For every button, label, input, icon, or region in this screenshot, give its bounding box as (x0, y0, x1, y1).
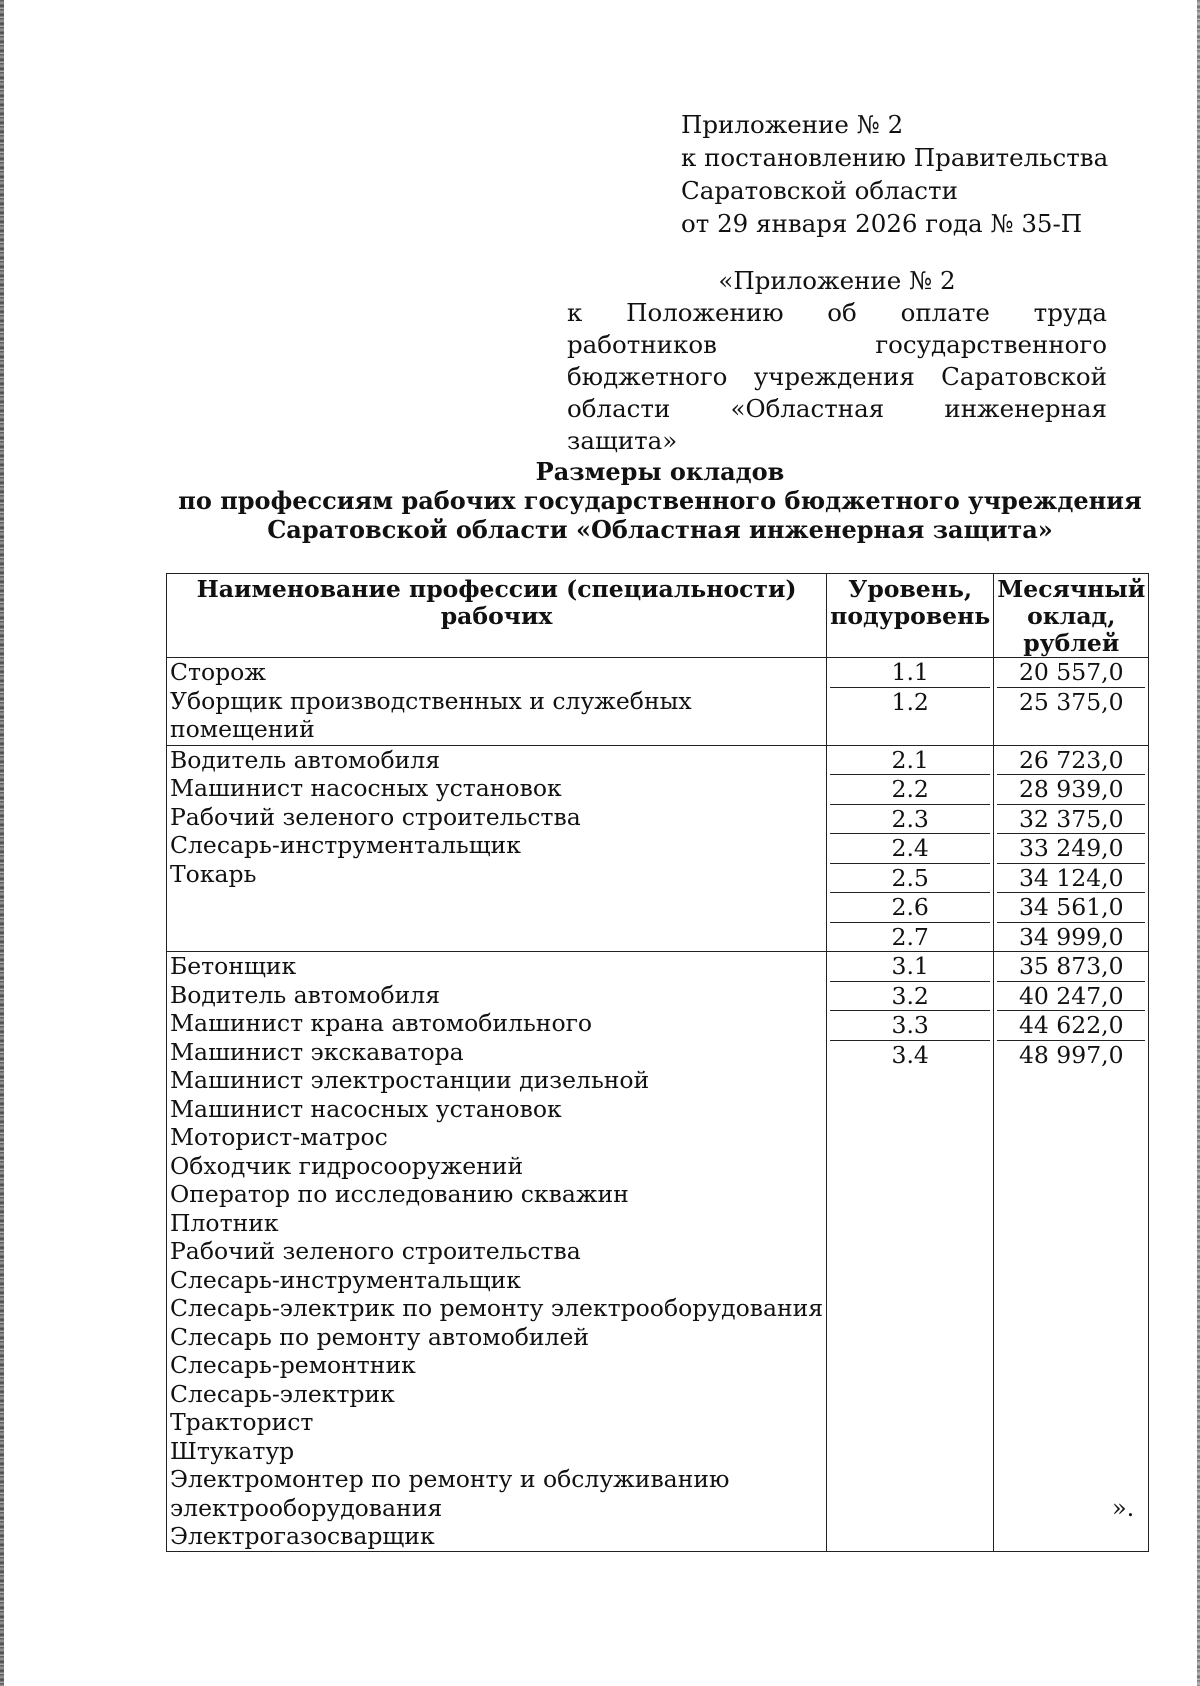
profession-name: Водитель автомобиля (170, 980, 441, 1009)
profession-name: Машинист экскаватора (170, 1037, 464, 1066)
level-value: 3.4 (891, 1040, 929, 1069)
appendix-header (681, 108, 1108, 240)
salary-value: 44 622,0 (997, 1011, 1145, 1041)
profession-name: Обходчик гидросооружений (170, 1151, 524, 1180)
level-value: 2.2 (830, 775, 990, 805)
profession-name: Тракторист (170, 1408, 314, 1436)
profession-name: Слесарь-ремонтник (170, 1351, 416, 1379)
level-list (827, 658, 994, 746)
scan-edge-left (0, 0, 4, 1686)
level-value: 2.1 (830, 746, 990, 776)
document-title-line: Саратовской области «Областная инженерная защита» (267, 515, 1053, 544)
appendix-reference-body: к Положению об оплате труда работников государственного бюджетного учреждения Саратовской области «Областная инженерная защита» (567, 298, 1107, 455)
table-row-group-1 (167, 658, 1149, 746)
document-title-line: Размеры окладов (535, 457, 785, 486)
profession-name: Слесарь-инструментальщик (170, 831, 521, 859)
level-value: 2.5 (830, 864, 990, 894)
table-header-row (167, 574, 1149, 658)
table-row-group-3 (167, 952, 1149, 1552)
salary-value: 34 124,0 (997, 864, 1145, 894)
profession-name: Бетонщик (170, 952, 297, 980)
salary-value: 25 375,0 (1018, 687, 1124, 716)
level-value: 3.2 (830, 982, 990, 1012)
profession-name: Сторож (170, 658, 266, 686)
profession-name: Машинист электростанции дизельной (170, 1066, 650, 1094)
table-row-group-2 (167, 745, 1149, 952)
salary-list (994, 658, 1149, 746)
profession-name: Слесарь по ремонту автомобилей (170, 1322, 590, 1351)
salary-value: 48 997,0 (1018, 1040, 1124, 1069)
salary-list (994, 745, 1149, 952)
appendix-line: от 29 января 2026 года № 35-П (681, 209, 1083, 238)
level-value: 2.7 (891, 922, 929, 951)
level-value: 1.2 (891, 687, 929, 716)
salary-value: 34 999,0 (1018, 922, 1124, 951)
profession-name: Слесарь-электрик по ремонту электрооборудования (170, 1294, 824, 1322)
salary-value: 26 723,0 (997, 746, 1145, 776)
appendix-reference-title: «Приложение № 2 (718, 266, 956, 295)
salary-value: 28 939,0 (997, 775, 1145, 805)
header-profession: Наименование профессии (специальности) рабочих (167, 574, 827, 658)
salary-value: 33 249,0 (997, 834, 1145, 864)
profession-name: Плотник (170, 1208, 279, 1237)
appendix-line: Приложение № 2 (681, 110, 904, 139)
salary-value: 40 247,0 (997, 982, 1145, 1012)
profession-name: Электромонтер по ремонту и обслуживанию электрооборудования (170, 1465, 730, 1522)
level-list (827, 952, 994, 1552)
profession-name: Слесарь-электрик (170, 1379, 395, 1408)
profession-name: Штукатур (170, 1436, 295, 1465)
profession-name: Водитель автомобиля (170, 745, 441, 774)
salary-value: 20 557,0 (997, 658, 1145, 688)
level-value: 1.1 (830, 658, 990, 688)
profession-name: Моторист-матрос (170, 1123, 388, 1151)
appendix-reference (567, 265, 1107, 457)
profession-name: Машинист крана автомобильного (170, 1009, 593, 1037)
profession-name: Машинист насосных установок (170, 1094, 562, 1123)
level-value: 3.3 (830, 1011, 990, 1041)
salary-value: 32 375,0 (997, 805, 1145, 835)
profession-name: Слесарь-инструментальщик (170, 1265, 521, 1294)
profession-list (167, 952, 827, 1552)
level-value: 2.4 (830, 834, 990, 864)
profession-list (167, 658, 827, 746)
profession-list (167, 745, 827, 952)
profession-name: Уборщик производственных и служебных помещений (170, 686, 692, 743)
profession-name: Токарь (170, 859, 257, 888)
salary-table (166, 573, 1149, 1552)
level-list (827, 745, 994, 952)
salary-list (994, 952, 1149, 1552)
profession-name: Машинист насосных установок (170, 774, 562, 802)
level-value: 2.6 (830, 893, 990, 923)
profession-name: Рабочий зеленого строительства (170, 802, 581, 831)
level-value: 2.3 (830, 805, 990, 835)
profession-name: Оператор по исследованию скважин (170, 1180, 629, 1208)
document-title-line: по профессиям рабочих государственного бюджетного учреждения (178, 486, 1142, 515)
appendix-line: Саратовской области (681, 176, 958, 205)
salary-value: 35 873,0 (997, 952, 1145, 982)
document-title (160, 457, 1160, 544)
appendix-line: к постановлению Правительства (681, 143, 1109, 172)
header-level: Уровень, подуровень (827, 574, 994, 658)
profession-name: Электрогазосварщик (170, 1522, 435, 1550)
salary-value: 34 561,0 (997, 893, 1145, 923)
closing-quote: ». (1112, 1494, 1135, 1522)
header-salary: Месячный оклад, рублей (994, 574, 1149, 658)
level-value: 3.1 (830, 952, 990, 982)
profession-name: Рабочий зеленого строительства (170, 1237, 581, 1265)
